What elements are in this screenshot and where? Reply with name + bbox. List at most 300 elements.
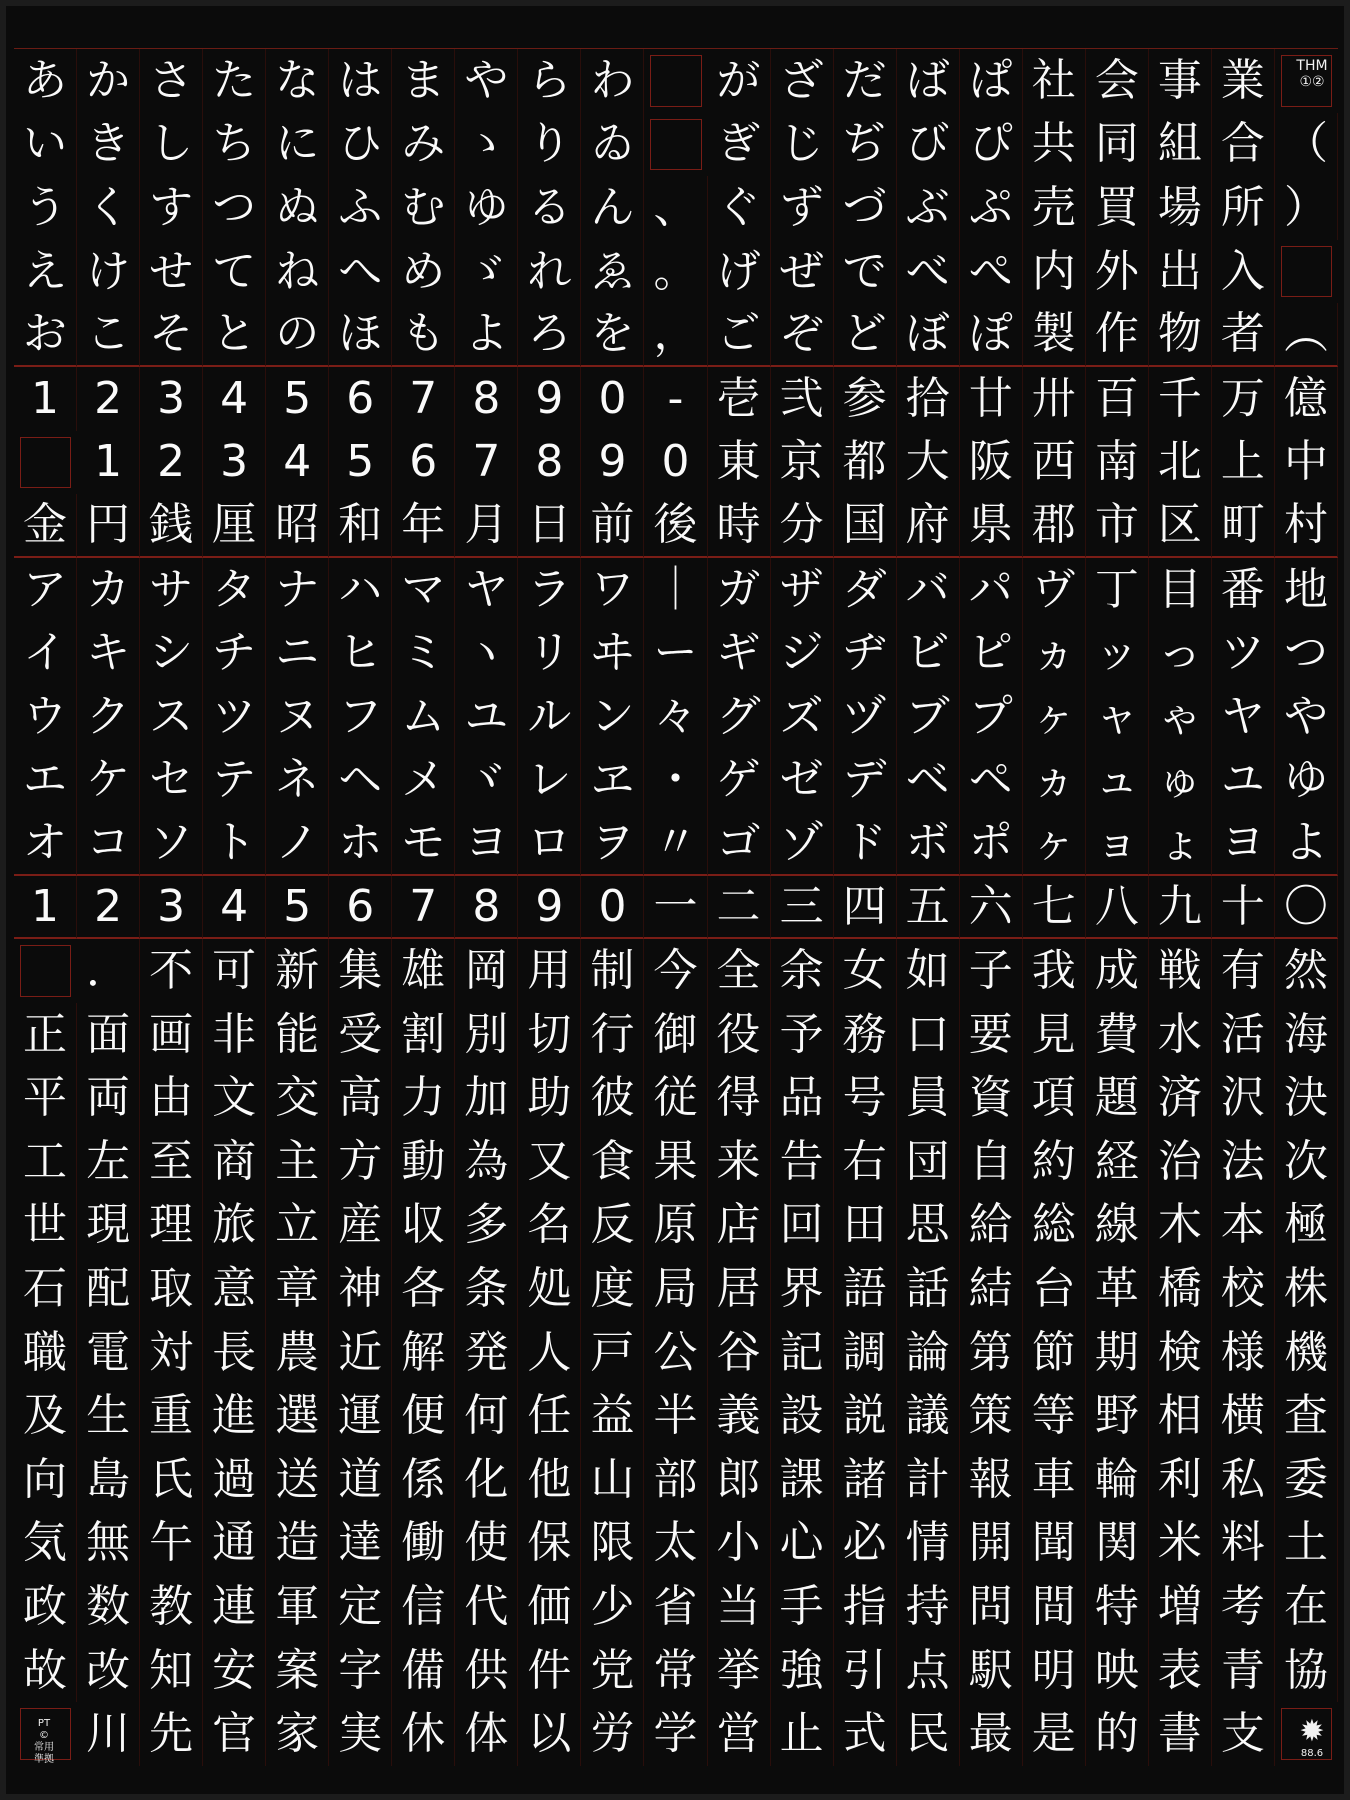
char-key[interactable]: 果 <box>644 1130 707 1194</box>
char-key[interactable]: つ <box>1275 621 1338 685</box>
char-key[interactable]: 故 <box>14 1639 77 1703</box>
char-key[interactable]: ポ <box>960 812 1023 876</box>
char-key[interactable]: 話 <box>897 1257 960 1321</box>
char-key[interactable]: 考 <box>1212 1575 1275 1639</box>
char-key[interactable]: 地 <box>1275 558 1338 622</box>
char-key[interactable]: 工 <box>14 1130 77 1194</box>
char-key[interactable]: ナ <box>266 558 329 622</box>
char-key[interactable]: 国 <box>834 494 897 558</box>
char-key[interactable]: び <box>897 113 960 177</box>
char-key[interactable]: し <box>140 113 203 177</box>
char-key[interactable]: 持 <box>897 1575 960 1639</box>
char-key[interactable]: 前 <box>581 494 644 558</box>
char-key[interactable]: ゲ <box>708 749 771 813</box>
char-key[interactable]: 明 <box>1023 1639 1086 1703</box>
char-key[interactable]: 案 <box>266 1639 329 1703</box>
char-key[interactable]: 為 <box>455 1130 518 1194</box>
char-key[interactable]: 6 <box>329 876 392 940</box>
char-key[interactable]: 々 <box>644 685 707 749</box>
char-key[interactable]: 処 <box>518 1257 581 1321</box>
char-key[interactable]: 多 <box>455 1194 518 1258</box>
char-key[interactable]: 気 <box>14 1512 77 1576</box>
char-key[interactable]: ビ <box>897 621 960 685</box>
char-key[interactable]: 買 <box>1086 176 1149 240</box>
char-key[interactable]: 後 <box>644 494 707 558</box>
char-key[interactable]: ほ <box>329 303 392 367</box>
char-key[interactable]: か <box>77 49 140 113</box>
char-key[interactable]: 名 <box>518 1194 581 1258</box>
char-key[interactable]: ホ <box>329 812 392 876</box>
char-key[interactable]: 区 <box>1149 494 1212 558</box>
char-key[interactable]: ミ <box>392 621 455 685</box>
char-key[interactable]: 5 <box>329 431 392 495</box>
char-key[interactable]: 〇 <box>1275 876 1338 940</box>
char-key[interactable]: 米 <box>1149 1512 1212 1576</box>
char-key[interactable]: 、 <box>644 176 707 240</box>
char-key[interactable]: 郡 <box>1023 494 1086 558</box>
char-key[interactable]: く <box>77 176 140 240</box>
char-key[interactable]: 運 <box>329 1384 392 1448</box>
char-key[interactable]: で <box>834 240 897 304</box>
char-key[interactable]: 省 <box>644 1575 707 1639</box>
char-key[interactable]: 連 <box>203 1575 266 1639</box>
char-key[interactable]: は <box>329 49 392 113</box>
char-key[interactable]: 設 <box>771 1384 834 1448</box>
char-key[interactable]: 戸 <box>581 1321 644 1385</box>
char-key[interactable]: ゼ <box>771 749 834 813</box>
char-key[interactable]: ル <box>518 685 581 749</box>
char-key[interactable]: 協 <box>1275 1639 1338 1703</box>
char-key[interactable]: 品 <box>771 1067 834 1131</box>
char-key[interactable]: う <box>14 176 77 240</box>
char-key[interactable]: 特 <box>1086 1575 1149 1639</box>
char-key[interactable]: 三 <box>771 876 834 940</box>
char-key[interactable]: ゆ <box>1275 749 1338 813</box>
char-key[interactable]: 用 <box>518 939 581 1003</box>
char-key[interactable]: 字 <box>329 1639 392 1703</box>
char-key[interactable]: ユ <box>1212 749 1275 813</box>
char-key[interactable]: 受 <box>329 1003 392 1067</box>
char-key[interactable]: 様 <box>1212 1321 1275 1385</box>
char-key[interactable]: ゝ <box>455 113 518 177</box>
char-key[interactable]: 数 <box>77 1575 140 1639</box>
char-key[interactable]: 組 <box>1149 113 1212 177</box>
char-key[interactable]: 論 <box>897 1321 960 1385</box>
char-key[interactable]: 人 <box>518 1321 581 1385</box>
char-key[interactable]: わ <box>581 49 644 113</box>
char-key[interactable]: 雄 <box>392 939 455 1003</box>
char-key[interactable]: 銭 <box>140 494 203 558</box>
char-key[interactable]: 備 <box>392 1639 455 1703</box>
char-key[interactable]: 県 <box>960 494 1023 558</box>
char-key[interactable]: 産 <box>329 1194 392 1258</box>
char-key[interactable]: も <box>392 303 455 367</box>
char-key[interactable]: ケ <box>77 749 140 813</box>
char-key[interactable]: 回 <box>771 1194 834 1258</box>
char-key[interactable]: 保 <box>518 1512 581 1576</box>
char-key[interactable]: 物 <box>1149 303 1212 367</box>
char-key[interactable]: 件 <box>518 1639 581 1703</box>
char-key[interactable]: 反 <box>581 1194 644 1258</box>
char-key[interactable]: 平 <box>14 1067 77 1131</box>
char-key[interactable]: 農 <box>266 1321 329 1385</box>
char-key[interactable]: 通 <box>203 1512 266 1576</box>
char-key[interactable]: ま <box>392 49 455 113</box>
char-key[interactable]: 化 <box>455 1448 518 1512</box>
char-key[interactable]: 映 <box>1086 1639 1149 1703</box>
char-key[interactable]: 左 <box>77 1130 140 1194</box>
char-key[interactable]: 石 <box>14 1257 77 1321</box>
char-key[interactable] <box>20 945 71 997</box>
char-key[interactable]: 道 <box>329 1448 392 1512</box>
char-key[interactable]: 働 <box>392 1512 455 1576</box>
char-key[interactable]: 月 <box>455 494 518 558</box>
char-key[interactable]: 決 <box>1275 1067 1338 1131</box>
char-key[interactable]: 私 <box>1212 1448 1275 1512</box>
char-key[interactable]: キ <box>77 621 140 685</box>
char-key[interactable]: 土 <box>1275 1512 1338 1576</box>
char-key[interactable]: た <box>203 49 266 113</box>
char-key[interactable]: 便 <box>392 1384 455 1448</box>
char-key[interactable]: 1 <box>77 431 140 495</box>
char-key[interactable]: 無 <box>77 1512 140 1576</box>
char-key[interactable]: ョ <box>1086 812 1149 876</box>
char-key[interactable]: れ <box>518 240 581 304</box>
char-key[interactable]: 制 <box>581 939 644 1003</box>
char-key[interactable]: ム <box>392 685 455 749</box>
char-key[interactable]: 番 <box>1212 558 1275 622</box>
char-key[interactable]: フ <box>329 685 392 749</box>
char-key[interactable]: ヘ <box>329 749 392 813</box>
char-key[interactable]: 在 <box>1275 1575 1338 1639</box>
char-key[interactable]: 4 <box>203 367 266 431</box>
char-key[interactable]: 千 <box>1149 367 1212 431</box>
char-key[interactable]: 成 <box>1086 939 1149 1003</box>
char-key[interactable]: 常 <box>644 1639 707 1703</box>
char-key[interactable]: が <box>708 49 771 113</box>
char-key[interactable]: プ <box>960 685 1023 749</box>
char-key[interactable]: ご <box>708 303 771 367</box>
char-key[interactable]: 休 <box>392 1702 455 1766</box>
char-key[interactable]: 目 <box>1149 558 1212 622</box>
char-key[interactable]: 意 <box>203 1257 266 1321</box>
char-key[interactable]: 大 <box>897 431 960 495</box>
char-key[interactable]: 線 <box>1086 1194 1149 1258</box>
char-key[interactable]: 挙 <box>708 1639 771 1703</box>
char-key[interactable]: っ <box>1149 621 1212 685</box>
char-key[interactable]: ザ <box>771 558 834 622</box>
char-key[interactable]: 校 <box>1212 1257 1275 1321</box>
char-key[interactable]: ヽ <box>455 621 518 685</box>
char-key[interactable]: エ <box>14 749 77 813</box>
char-key[interactable]: 動 <box>392 1130 455 1194</box>
char-key[interactable]: 別 <box>455 1003 518 1067</box>
char-key[interactable]: 界 <box>771 1257 834 1321</box>
char-key[interactable]: 第 <box>960 1321 1023 1385</box>
char-key[interactable]: グ <box>708 685 771 749</box>
char-key[interactable]: 経 <box>1086 1130 1149 1194</box>
char-key[interactable]: 全 <box>708 939 771 1003</box>
char-key[interactable]: ぞ <box>771 303 834 367</box>
char-key[interactable]: マ <box>392 558 455 622</box>
char-key[interactable]: 定 <box>329 1575 392 1639</box>
char-key[interactable]: ぼ <box>897 303 960 367</box>
char-key[interactable]: 郎 <box>708 1448 771 1512</box>
char-key[interactable]: ぶ <box>897 176 960 240</box>
char-key[interactable]: べ <box>897 240 960 304</box>
char-key[interactable]: 横 <box>1212 1384 1275 1448</box>
char-key[interactable]: 世 <box>14 1194 77 1258</box>
char-key[interactable]: 7 <box>455 431 518 495</box>
char-key[interactable]: 5 <box>266 367 329 431</box>
char-key[interactable]: ネ <box>266 749 329 813</box>
char-key[interactable]: 有 <box>1212 939 1275 1003</box>
char-key[interactable]: 費 <box>1086 1003 1149 1067</box>
char-key[interactable]: じ <box>771 113 834 177</box>
char-key[interactable]: 0 <box>581 367 644 431</box>
char-key[interactable]: 然 <box>1275 939 1338 1003</box>
char-key[interactable]: 最 <box>960 1702 1023 1766</box>
char-key[interactable]: 居 <box>708 1257 771 1321</box>
char-key[interactable]: 町 <box>1212 494 1275 558</box>
char-key[interactable]: 職 <box>14 1321 77 1385</box>
char-key[interactable]: 3 <box>203 431 266 495</box>
char-key[interactable]: 改 <box>77 1639 140 1703</box>
char-key[interactable]: 極 <box>1275 1194 1338 1258</box>
char-key[interactable]: 相 <box>1149 1384 1212 1448</box>
char-key[interactable]: ー <box>644 621 707 685</box>
char-key[interactable]: 者 <box>1212 303 1275 367</box>
char-key[interactable]: 記 <box>771 1321 834 1385</box>
char-key[interactable]: 村 <box>1275 494 1338 558</box>
char-key[interactable]: 入 <box>1212 240 1275 304</box>
char-key[interactable]: 二 <box>708 876 771 940</box>
char-key[interactable]: 食 <box>581 1130 644 1194</box>
char-key[interactable]: 百 <box>1086 367 1149 431</box>
char-key[interactable]: 時 <box>708 494 771 558</box>
char-key[interactable]: 義 <box>708 1384 771 1448</box>
char-key[interactable]: 女 <box>834 939 897 1003</box>
char-key[interactable]: 輪 <box>1086 1448 1149 1512</box>
char-key[interactable]: ヌ <box>266 685 329 749</box>
char-key[interactable]: 社 <box>1023 49 1086 113</box>
char-key[interactable]: 安 <box>203 1639 266 1703</box>
char-key[interactable]: 厘 <box>203 494 266 558</box>
char-key[interactable]: ガ <box>708 558 771 622</box>
char-key[interactable]: 又 <box>518 1130 581 1194</box>
char-key[interactable]: な <box>266 49 329 113</box>
char-key[interactable]: ぱ <box>960 49 1023 113</box>
char-key[interactable]: 局 <box>644 1257 707 1321</box>
char-key[interactable]: 機 <box>1275 1321 1338 1385</box>
char-key[interactable]: 点 <box>897 1639 960 1703</box>
char-key[interactable]: ャ <box>1086 685 1149 749</box>
char-key[interactable]: ． <box>77 939 140 1003</box>
char-key[interactable]: チ <box>203 621 266 685</box>
char-key[interactable]: ヴ <box>1023 558 1086 622</box>
char-key[interactable]: 増 <box>1149 1575 1212 1639</box>
char-key[interactable]: 御 <box>644 1003 707 1067</box>
char-key[interactable]: 次 <box>1275 1130 1338 1194</box>
char-key[interactable]: 労 <box>581 1702 644 1766</box>
char-key[interactable]: 弐 <box>771 367 834 431</box>
char-key[interactable]: 書 <box>1149 1702 1212 1766</box>
char-key[interactable]: 達 <box>329 1512 392 1576</box>
char-key[interactable]: 計 <box>897 1448 960 1512</box>
char-key[interactable]: 予 <box>771 1003 834 1067</box>
char-key[interactable]: 条 <box>455 1257 518 1321</box>
char-key[interactable]: 9 <box>581 431 644 495</box>
char-key[interactable]: ゐ <box>581 113 644 177</box>
char-key[interactable]: 長 <box>203 1321 266 1385</box>
char-key[interactable]: 岡 <box>455 939 518 1003</box>
char-key[interactable]: ん <box>581 176 644 240</box>
char-key[interactable]: ユ <box>455 685 518 749</box>
char-key[interactable]: の <box>266 303 329 367</box>
char-key[interactable]: 強 <box>771 1639 834 1703</box>
char-key[interactable]: 万 <box>1212 367 1275 431</box>
char-key[interactable]: 六 <box>960 876 1023 940</box>
char-key[interactable]: カ <box>77 558 140 622</box>
char-key[interactable]: ノ <box>266 812 329 876</box>
char-key[interactable]: 査 <box>1275 1384 1338 1448</box>
char-key[interactable]: ソ <box>140 812 203 876</box>
char-key[interactable]: 任 <box>518 1384 581 1448</box>
char-key[interactable]: ニ <box>266 621 329 685</box>
char-key[interactable]: ず <box>771 176 834 240</box>
char-key[interactable]: 4 <box>203 876 266 940</box>
char-key[interactable]: ペ <box>960 749 1023 813</box>
char-key[interactable]: 廿 <box>960 367 1023 431</box>
char-key[interactable]: 小 <box>708 1512 771 1576</box>
char-key[interactable]: 信 <box>392 1575 455 1639</box>
char-key[interactable]: ド <box>834 812 897 876</box>
char-key[interactable]: 開 <box>960 1512 1023 1576</box>
char-key[interactable]: ば <box>897 49 960 113</box>
char-key[interactable]: 方 <box>329 1130 392 1194</box>
char-key[interactable]: 可 <box>203 939 266 1003</box>
char-key[interactable]: 億 <box>1275 367 1338 431</box>
char-key[interactable]: 9 <box>518 876 581 940</box>
char-key[interactable]: 3 <box>140 876 203 940</box>
char-key[interactable]: 思 <box>897 1194 960 1258</box>
char-key[interactable]: 売 <box>1023 176 1086 240</box>
char-key[interactable] <box>650 119 701 171</box>
char-key[interactable]: 議 <box>897 1384 960 1448</box>
char-key[interactable]: 〃 <box>644 812 707 876</box>
char-key[interactable]: 丁 <box>1086 558 1149 622</box>
char-key[interactable]: 当 <box>708 1575 771 1639</box>
char-key[interactable]: 指 <box>834 1575 897 1639</box>
char-key[interactable]: 阪 <box>960 431 1023 495</box>
char-key[interactable]: 半 <box>644 1384 707 1448</box>
char-key[interactable]: 日 <box>518 494 581 558</box>
char-key[interactable]: す <box>140 176 203 240</box>
char-key[interactable]: て <box>203 240 266 304</box>
char-key[interactable]: 報 <box>960 1448 1023 1512</box>
char-key[interactable]: ぴ <box>960 113 1023 177</box>
char-key[interactable]: せ <box>140 240 203 304</box>
char-key[interactable]: 5 <box>266 876 329 940</box>
char-key[interactable]: 何 <box>455 1384 518 1448</box>
char-key[interactable]: 製 <box>1023 303 1086 367</box>
char-key[interactable]: 供 <box>455 1639 518 1703</box>
char-key[interactable]: 近 <box>329 1321 392 1385</box>
char-key[interactable]: 法 <box>1212 1130 1275 1194</box>
char-key[interactable]: 解 <box>392 1321 455 1385</box>
char-key[interactable]: 問 <box>960 1575 1023 1639</box>
char-key[interactable]: 収 <box>392 1194 455 1258</box>
char-key[interactable]: ） <box>1275 176 1338 240</box>
char-key[interactable]: 引 <box>834 1639 897 1703</box>
char-key[interactable]: 円 <box>77 494 140 558</box>
char-key[interactable]: 彼 <box>581 1067 644 1131</box>
char-key[interactable]: 8 <box>455 367 518 431</box>
char-key[interactable]: 水 <box>1149 1003 1212 1067</box>
char-key[interactable]: よ <box>455 303 518 367</box>
char-key[interactable]: ズ <box>771 685 834 749</box>
char-key[interactable]: ウ <box>14 685 77 749</box>
char-key[interactable]: そ <box>140 303 203 367</box>
char-key[interactable]: 七 <box>1023 876 1086 940</box>
char-key[interactable]: 本 <box>1212 1194 1275 1258</box>
char-key[interactable]: 島 <box>77 1448 140 1512</box>
char-key[interactable]: げ <box>708 240 771 304</box>
char-key[interactable]: ゞ <box>455 240 518 304</box>
char-key[interactable]: 子 <box>960 939 1023 1003</box>
char-key[interactable]: 約 <box>1023 1130 1086 1194</box>
char-key[interactable]: 2 <box>77 367 140 431</box>
char-key[interactable]: 資 <box>960 1067 1023 1131</box>
char-key[interactable]: 所 <box>1212 176 1275 240</box>
char-key[interactable]: え <box>14 240 77 304</box>
char-key[interactable]: 我 <box>1023 939 1086 1003</box>
char-key[interactable]: 公 <box>644 1321 707 1385</box>
char-key[interactable]: 集 <box>329 939 392 1003</box>
char-key[interactable]: 市 <box>1086 494 1149 558</box>
char-key[interactable]: ツ <box>203 685 266 749</box>
char-key[interactable]: 課 <box>771 1448 834 1512</box>
char-key[interactable]: シ <box>140 621 203 685</box>
char-key[interactable]: 項 <box>1023 1067 1086 1131</box>
char-key[interactable]: 価 <box>518 1575 581 1639</box>
char-key[interactable]: ょ <box>1149 812 1212 876</box>
char-key[interactable]: 総 <box>1023 1194 1086 1258</box>
char-key[interactable]: 昭 <box>266 494 329 558</box>
char-key[interactable]: ゆ <box>455 176 518 240</box>
char-key[interactable]: 京 <box>771 431 834 495</box>
char-key[interactable]: ン <box>581 685 644 749</box>
char-key[interactable]: パ <box>960 558 1023 622</box>
char-key[interactable]: 代 <box>455 1575 518 1639</box>
char-key[interactable]: 6 <box>392 431 455 495</box>
char-key[interactable]: 軍 <box>266 1575 329 1639</box>
char-key[interactable]: 料 <box>1212 1512 1275 1576</box>
char-key[interactable]: 団 <box>897 1130 960 1194</box>
char-key[interactable]: 至 <box>140 1130 203 1194</box>
char-key[interactable]: こ <box>77 303 140 367</box>
char-key[interactable]: 造 <box>266 1512 329 1576</box>
char-key[interactable]: 見 <box>1023 1003 1086 1067</box>
char-key[interactable]: 割 <box>392 1003 455 1067</box>
char-key[interactable]: 西 <box>1023 431 1086 495</box>
char-key[interactable]: 知 <box>140 1639 203 1703</box>
char-key[interactable]: 両 <box>77 1067 140 1131</box>
char-key[interactable]: 参 <box>834 367 897 431</box>
char-key[interactable]: セ <box>140 749 203 813</box>
char-key[interactable]: ヤ <box>455 558 518 622</box>
char-key[interactable]: 聞 <box>1023 1512 1086 1576</box>
